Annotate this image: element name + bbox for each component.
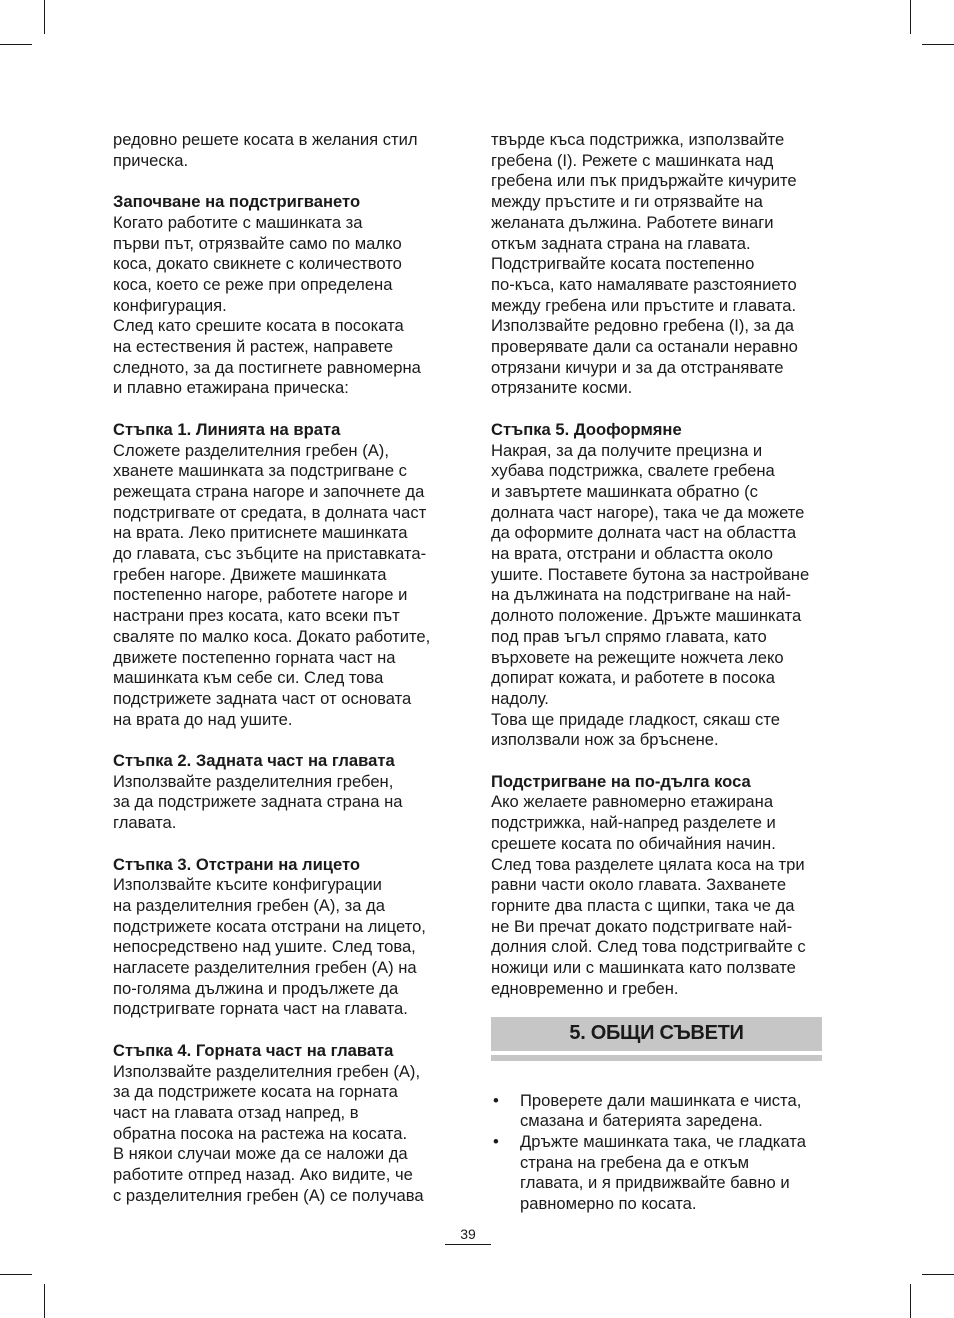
- paragraph-spacer: [491, 399, 831, 420]
- body-line: долното положение. Дръжте машинката: [491, 606, 802, 626]
- section-title-rule: [491, 1055, 822, 1061]
- body-line: Използвайте разделителния гребен,: [113, 771, 394, 791]
- section-heading: Стъпка 1. Линията на врата: [113, 419, 341, 439]
- section-heading: Подстригване на по-дълга коса: [491, 771, 751, 791]
- body-line: коса, докато свикнете с количеството: [113, 254, 402, 274]
- body-line: ножици или с машинката като ползвате: [491, 958, 796, 978]
- body-line: долната част нагоре), така че да можете: [491, 502, 805, 522]
- section-heading: Стъпка 4. Горната част на главата: [113, 1040, 394, 1060]
- right-column: [491, 130, 831, 1215]
- body-line: главата.: [113, 813, 177, 833]
- body-line: подстригвате горната част на главата.: [113, 999, 408, 1019]
- tip-line: равномерно по косата.: [520, 1194, 697, 1214]
- body-line: на врата до над ушите.: [113, 709, 293, 729]
- body-line: отрязаните косми.: [491, 378, 633, 398]
- body-line: с разделителния гребен (A) се получава: [113, 1185, 424, 1205]
- body-line: конфигурация.: [113, 295, 227, 315]
- bullet-icon: •: [493, 1090, 499, 1110]
- body-line: откъм задната страна на главата.: [491, 233, 751, 253]
- body-line: и завъртете машинката обратно (с: [491, 481, 758, 501]
- body-line: за да подстрижете задната страна на: [113, 792, 403, 812]
- body-line: сваляте по малко коса. Докато работите,: [113, 626, 431, 646]
- body-line: непосредствено над ушите. След това,: [113, 937, 416, 957]
- body-line: долния слой. След това подстригвайте с: [491, 937, 806, 957]
- body-line: коса, което се реже при определена: [113, 274, 393, 294]
- body-line: Това ще придаде гладкост, сякаш сте: [491, 709, 780, 729]
- section-heading: Стъпка 5. Дооформяне: [491, 419, 682, 439]
- paragraph-spacer: [113, 730, 453, 751]
- body-line: движете постепенно горната част на: [113, 647, 396, 667]
- body-line: режещата страна нагоре и започнете да: [113, 481, 425, 501]
- body-line: между пръстите и ги отрязвайте на: [491, 192, 763, 212]
- paragraph-spacer: [113, 171, 453, 192]
- body-line: гребена (I). Режете с машинката над: [491, 150, 774, 170]
- tip-item: [491, 1091, 831, 1132]
- crop-mark: [0, 44, 32, 45]
- body-line: Накрая, за да получите прецизна и: [491, 440, 763, 460]
- body-line: След това разделете цялата коса на три: [491, 854, 805, 874]
- body-line: желаната дължина. Работете винаги: [491, 212, 774, 232]
- body-line: проверявате дали са останали неравно: [491, 337, 798, 357]
- crop-mark: [0, 1274, 32, 1275]
- body-line: следното, за да постигнете равномерна: [113, 357, 421, 377]
- body-line: по-голяма дължина и продължете да: [113, 978, 399, 998]
- crop-mark: [922, 1274, 954, 1275]
- body-line: Сложете разделителния гребен (A),: [113, 440, 389, 460]
- right-column-text: [491, 130, 831, 1000]
- body-line: върховете на режещите ножчета леко: [491, 647, 784, 667]
- crop-mark: [910, 1284, 911, 1318]
- page-number: 39: [445, 1226, 491, 1245]
- body-line: между гребена или пръстите и главата.: [491, 295, 797, 315]
- body-line: машинката към себе си. След това: [113, 668, 384, 688]
- tip-line: главата, и я придвижвайте бавно и: [520, 1173, 790, 1193]
- left-column: [113, 130, 453, 1206]
- body-line: под прав ъгъл спрямо главата, като: [491, 626, 767, 646]
- body-line: част на главата отзад напред, в: [113, 1102, 359, 1122]
- body-line: подстрижете задната част от основата: [113, 688, 412, 708]
- body-line: Използвайте редовно гребена (I), за да: [491, 316, 794, 336]
- body-line: допират кожата, и работете в посока: [491, 668, 776, 688]
- body-line: В някои случаи може да се наложи да: [113, 1144, 408, 1164]
- body-line: първи път, отрязвайте само по малко: [113, 233, 402, 253]
- body-line: едновременно и гребен.: [491, 978, 679, 998]
- section-title-general-tips: 5. ОБЩИ СЪВЕТИ: [491, 1017, 822, 1051]
- tip-item: [491, 1132, 831, 1215]
- body-line: да оформите долната част на областта: [491, 523, 797, 543]
- body-line: горните два пласта с щипки, така че да: [491, 895, 795, 915]
- body-line: подстрижете косата отстрани на лицето,: [113, 916, 426, 936]
- body-line: на врата, отстрани и областта около: [491, 544, 774, 564]
- section-heading: Стъпка 2. Задната част на главата: [113, 751, 395, 771]
- section-heading: Стъпка 3. Отстрани на лицето: [113, 854, 361, 874]
- body-line: за да подстрижете косата на горната: [113, 1082, 398, 1102]
- crop-mark: [922, 44, 954, 45]
- tips-list: [491, 1091, 831, 1215]
- tip-line: Дръжте машинката така, че гладката: [520, 1131, 806, 1151]
- body-line: и плавно етажирана прическа:: [113, 378, 349, 398]
- body-line: до главата, със зъбците на приставката-: [113, 544, 427, 564]
- paragraph-spacer: [113, 399, 453, 420]
- body-line: работите отпред назад. Ако видите, че: [113, 1165, 413, 1185]
- paragraph-spacer: [491, 751, 831, 772]
- body-line: постепенно нагоре, работете нагоре и: [113, 585, 408, 605]
- crop-mark: [910, 0, 911, 34]
- body-line: гребена или пък придържайте кичурите: [491, 171, 797, 191]
- body-line: хванете машинката за подстригване с: [113, 461, 407, 481]
- body-line: Използвайте късите конфигурации: [113, 875, 382, 895]
- body-line: срешете косата по обичайния начин.: [491, 833, 776, 853]
- body-line: гребен нагоре. Движете машинката: [113, 564, 387, 584]
- crop-mark: [44, 0, 45, 34]
- paragraph-spacer: [113, 1020, 453, 1041]
- tip-line: Проверете дали машинката е чиста,: [520, 1090, 802, 1110]
- body-line: обратна посока на растежа на косата.: [113, 1123, 408, 1143]
- body-line: използвали нож за бръснене.: [491, 730, 719, 750]
- body-line: на естествения й растеж, направете: [113, 337, 394, 357]
- tip-line: страна на гребена да е откъм: [520, 1152, 750, 1172]
- body-line: ушите. Поставете бутона за настройване: [491, 564, 810, 584]
- body-line: Когато работите с машинката за: [113, 212, 363, 232]
- body-line: нагласете разделителния гребен (A) на: [113, 958, 417, 978]
- body-line: прическа.: [113, 150, 189, 170]
- body-line: хубава подстрижка, свалете гребена: [491, 461, 775, 481]
- body-line: След като срешите косата в посоката: [113, 316, 404, 336]
- body-line: подстрижка, най-напред разделете и: [491, 813, 776, 833]
- body-line: Ако желаете равномерно етажирана: [491, 792, 774, 812]
- body-line: не Ви пречат докато подстригвате най-: [491, 916, 793, 936]
- tip-line: смазана и батерията заредена.: [520, 1111, 763, 1131]
- body-line: Използвайте разделителния гребен (A),: [113, 1061, 421, 1081]
- body-line: настрани през косата, като всеки път: [113, 606, 400, 626]
- body-line: надолу.: [491, 688, 549, 708]
- body-line: по-къса, като намалявате разстоянието: [491, 274, 797, 294]
- body-line: равни части около главата. Захванете: [491, 875, 787, 895]
- body-line: на разделителния гребен (A), за да: [113, 895, 385, 915]
- body-line: редовно решете косата в желания стил: [113, 130, 418, 149]
- body-line: на врата. Леко притиснете машинката: [113, 523, 408, 543]
- body-line: подстригвате от средата, в долната част: [113, 502, 427, 522]
- bullet-icon: •: [493, 1131, 499, 1151]
- section-heading: Започване на подстригването: [113, 192, 361, 212]
- crop-mark: [44, 1284, 45, 1318]
- body-line: отрязани кичури и за да отстранявате: [491, 357, 784, 377]
- body-line: на дължината на подстригване на най-: [491, 585, 792, 605]
- body-line: Подстригвайте косата постепенно: [491, 254, 755, 274]
- body-line: твърде къса подстрижка, използвайте: [491, 130, 785, 149]
- paragraph-spacer: [113, 834, 453, 855]
